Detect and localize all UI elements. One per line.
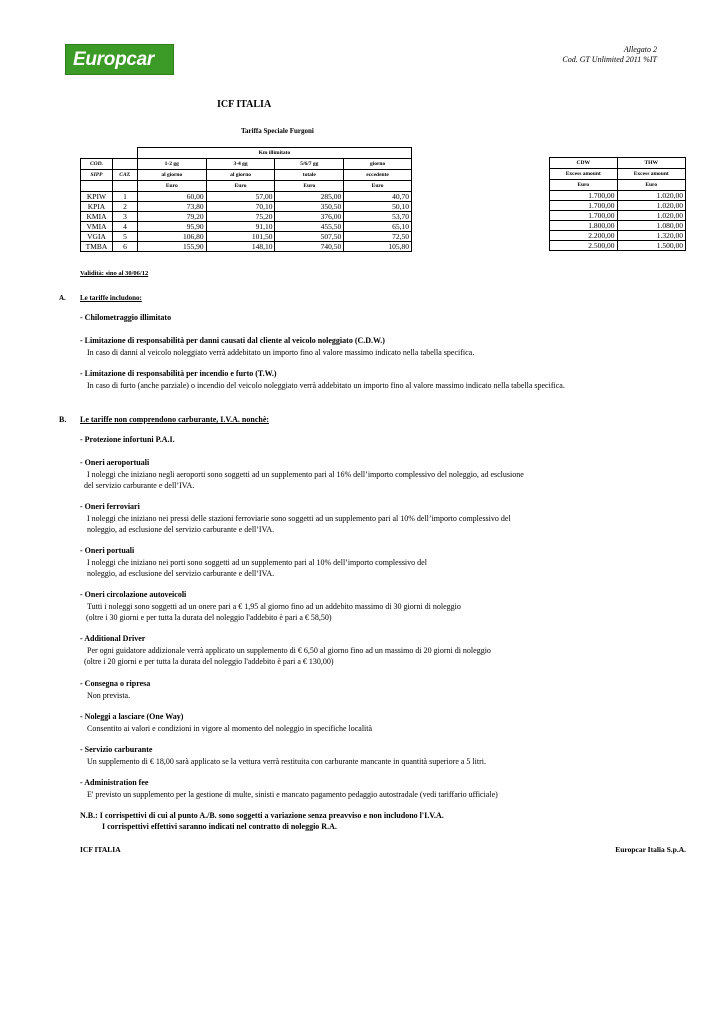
table-row [550,211,686,221]
tariff-table [80,147,412,252]
item-title: - Oneri ferroviari [80,502,140,511]
table-cell: 70,10 [206,202,275,212]
table-row [81,222,412,232]
col-header: Excess amount [617,169,686,180]
table-cell: 5 [112,232,137,242]
section-b-heading: Le tariffe non comprendono carburante, I.V.A. nonchè: [80,415,270,424]
item-text: I noleggi che iniziano negli aeroporti sono soggetti ad un supplemento pari al 16% dell’importo complessivo del noleggio, ad esclusione [87,470,524,479]
section-b-letter: B. [59,415,67,424]
col-header: giorno [344,159,412,170]
col-header: CDW [550,158,618,169]
table-cell: 4 [112,222,137,232]
table-cell: 1.320,00 [617,231,686,241]
validity-note: Validità: sino al 30/06/12 [80,270,149,277]
table-cell: 2.200,00 [550,231,618,241]
item-text: E' previsto un supplemento per la gestione di multe, sinisti e mancato pagamento pedaggio autostradale (vedi tariffario ufficiale) [87,790,498,799]
item-title: - Additional Driver [80,634,146,643]
item-text: In caso di danni al veicolo noleggiato verrà addebitato un importo fino al valore massimo indicato nella tabella specifica. [87,348,475,357]
excess-header-row-1 [550,158,686,169]
table-cell: 155,90 [137,242,206,252]
table-cell: VGIA [81,232,113,242]
item-title: - Protezione infortuni P.A.I. [80,435,175,444]
table-cell: 91,10 [206,222,275,232]
table-cell: 50,10 [344,202,412,212]
table-cell: 1.700,00 [550,191,618,201]
table-row [81,232,412,242]
table-cell: 75,20 [206,212,275,222]
table-cell: 1.800,00 [550,221,618,231]
excess-header-row-3 [550,180,686,191]
footer-left: ICF ITALIA [80,845,121,854]
table-cell: 60,00 [137,192,206,202]
col-header: Euro [206,181,275,192]
nb-line-2: I corrispettivi effettivi saranno indicati nel contratto di noleggio R.A. [102,822,337,831]
table-row [550,201,686,211]
table-cell: 101,50 [206,232,275,242]
table-cell: 1 [112,192,137,202]
item-text: Consentito ai valori e condizioni in vigore al momento del noleggio in specifiche località [87,724,373,733]
europcar-logo [65,44,174,75]
table-row [550,191,686,201]
item-text: In caso di furto (anche parziale) o incendio del veicolo noleggiato verrà addebitato un importo fino al valore massimo indicato nella tabella specifica. [87,381,565,390]
item-title: - Oneri circolazione autoveicoli [80,590,187,599]
col-header: eccedente [344,170,412,181]
item-text: Per ogni guidatore addizionale verrà applicato un supplemento di € 6,50 al giorno fino ad un massimo di 20 giorni di noleggio [87,646,491,655]
item-title: - Limitazione di responsabilità per incendio e furto (T.W.) [80,369,277,378]
table-cell: 1.500,00 [617,241,686,251]
table-cell: 2 [112,202,137,212]
item-title: - Consegna o ripresa [80,679,151,688]
table-cell: KMIA [81,212,113,222]
col-header: 3-4 gg [206,159,275,170]
item-text: Tutti i noleggi sono soggetti ad un onere pari a € 1,95 al giorno fino ad un addebito massimo di 30 giorni di noleggio [87,602,461,611]
table-cell: 455,50 [275,222,344,232]
table-cell: 72,50 [344,232,412,242]
item-title: - Oneri portuali [80,546,135,555]
table-cell: 106,80 [137,232,206,242]
header-row-3 [81,181,412,192]
table-cell: 2.500,00 [550,241,618,251]
header-row-1 [81,159,412,170]
km-header: Km illimitato [137,148,411,159]
km-header-row [81,148,412,159]
table-row [550,231,686,241]
table-cell: 350,50 [275,202,344,212]
tariff-body [81,192,412,252]
allegato-label: Allegato 2 [623,45,657,54]
excess-body [550,191,686,251]
table-cell: 40,70 [344,192,412,202]
table-cell: 6 [112,242,137,252]
col-header: Excess amount [550,169,618,180]
table-row [81,202,412,212]
item-text: (oltre i 20 giorni e per tutta la durata del noleggio l'addebito è pari a € 130,00) [84,657,334,666]
table-cell: 57,00 [206,192,275,202]
table-cell: VMIA [81,222,113,232]
item-text: I noleggi che iniziano nei porti sono soggetti ad un supplemento pari al 10% dell’importo complessivo del [87,558,427,567]
table-cell: 1.020,00 [617,191,686,201]
section-a-heading: Le tariffe includono: [80,294,142,302]
table-cell: 1.020,00 [617,211,686,221]
table-cell: KPIW [81,192,113,202]
col-header: SIPP [81,170,113,181]
col-header: Euro [137,181,206,192]
col-header: COD. [81,159,113,170]
page-title: ICF ITALIA [217,99,272,110]
footer-right: Europcar Italia S.p.A. [615,845,686,854]
col-header: Euro [550,180,618,191]
item-title: - Noleggi a lasciare (One Way) [80,712,184,721]
table-cell: 1.080,00 [617,221,686,231]
table-cell: 3 [112,212,137,222]
table-cell: 376,00 [275,212,344,222]
excess-header-row-2 [550,169,686,180]
logo-text: Europcar [73,49,155,70]
col-header: 1-2 gg [137,159,206,170]
item-text: del servizio carburante e dell’IVA. [84,481,195,490]
table-cell: 148,10 [206,242,275,252]
item-title: - Limitazione di responsabilità per danni causati dal cliente al veicolo noleggiato (C.D.W.) [80,336,385,345]
section-a-letter: A. [59,294,66,302]
col-header: CAT. [112,170,137,181]
table-cell: 65,10 [344,222,412,232]
table-row [550,221,686,231]
table-cell: 1.020,00 [617,201,686,211]
table-cell: 105,80 [344,242,412,252]
table-cell: 95,90 [137,222,206,232]
col-header [112,159,137,170]
col-header: al giorno [206,170,275,181]
table-cell: 1.700,00 [550,211,618,221]
page-subtitle: Tariffa Speciale Furgoni [241,127,314,135]
table-row [81,212,412,222]
table-cell: 73,80 [137,202,206,212]
excess-table [549,157,686,251]
table-cell: 1.700,00 [550,201,618,211]
table-cell: 740,50 [275,242,344,252]
col-header: 5/6/7 gg [275,159,344,170]
item-title: - Servizio carburante [80,745,153,754]
item-text: Non prevista. [87,691,131,700]
table-cell: 507,50 [275,232,344,242]
code-label: Cod. GT Unlimited 2011 %IT [562,55,657,64]
item-text: noleggio, ad esclusione del servizio carburante e dell’IVA. [87,569,275,578]
col-header [112,181,137,192]
table-cell: TMBA [81,242,113,252]
document-reference [562,45,657,65]
table-cell: 285,00 [275,192,344,202]
item-text: (oltre i 30 giorni e per tutta la durata del noleggio l'addebito è pari a € 58,50) [86,613,332,622]
item-title: - Oneri aeroportuali [80,458,150,467]
col-header: THW [617,158,686,169]
col-header: Euro [275,181,344,192]
item-title: - Chilometraggio illimitato [80,313,172,322]
nb-line-1: N.B.: I corrispettivi di cui al punto A./B. sono soggetti a variazione senza preavviso e non includono l'I.V.A. [80,811,444,820]
table-row [81,242,412,252]
col-header: Euro [344,181,412,192]
col-header: totale [275,170,344,181]
col-header: Euro [617,180,686,191]
item-text: I noleggi che iniziano nei pressi delle stazioni ferroviarie sono soggetti ad un supplemento pari al 10% dell’importo complessivo del [87,514,511,523]
table-cell: 79,20 [137,212,206,222]
table-cell: 53,70 [344,212,412,222]
table-cell: KPIA [81,202,113,212]
item-text: noleggio, ad esclusione del servizio carburante e dell’IVA. [87,525,275,534]
header-row-2 [81,170,412,181]
item-title: - Administration fee [80,778,149,787]
col-header: al giorno [137,170,206,181]
item-text: Un supplemento di € 18,00 sarà applicato se la vettura verrà restituita con carburante mancante in quantità superiore a 5 litri. [87,757,486,766]
table-row [81,192,412,202]
table-row [550,241,686,251]
col-header [81,181,113,192]
